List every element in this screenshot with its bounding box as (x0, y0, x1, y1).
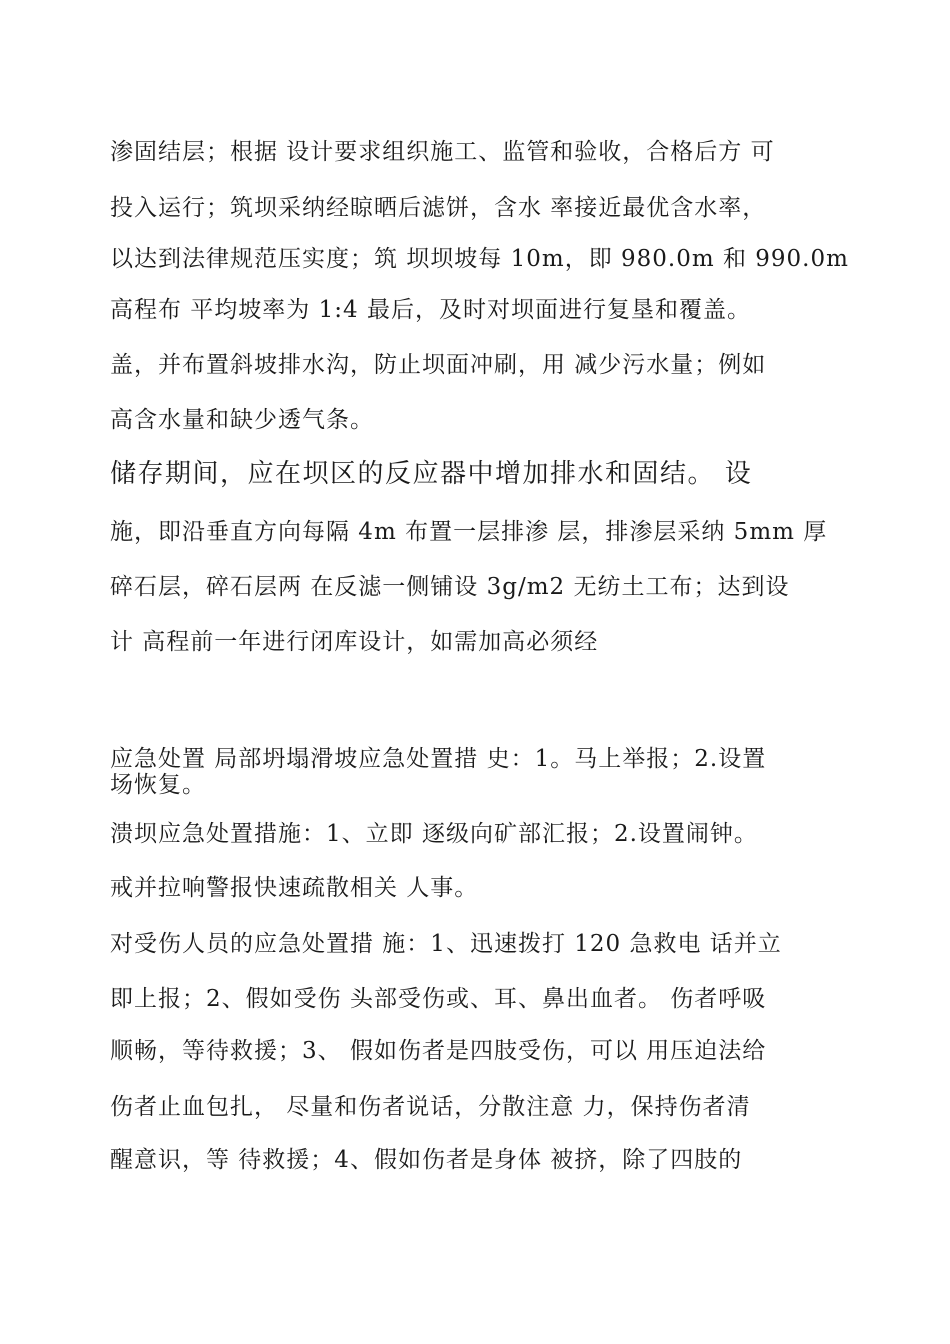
paragraph-2-line-3: 碎石层，碎石层两 在反滤一侧铺设 3g/m2 无纺土工布；达到设 (110, 574, 790, 600)
paragraph-2-line-2: 施，即沿垂直方向每隔 4m 布置一层排渗 层，排渗层采纳 5mm 厚 (110, 519, 828, 545)
paragraph-1-line-4: 高程布 平均坡率为 1:4 最后，及时对坝面进行复垦和覆盖。 (110, 297, 751, 323)
paragraph-3-line-7: 顺畅，等待救援；3、 假如伤者是四肢受伤，可以 用压迫法给 (110, 1038, 767, 1064)
paragraph-3-line-1: 应急处置 局部坍塌滑坡应急处置措 史：1。马上举报；2.设置 (110, 746, 767, 772)
paragraph-1-line-5: 盖，并布置斜坡排水沟，防止坝面冲刷，用 减少污水量；例如 (110, 352, 767, 378)
paragraph-1-line-3: 以达到法律规范压实度；筑 坝坝坡每 10m，即 980.0m 和 990.0m (110, 246, 849, 272)
paragraph-3-line-8: 伤者止血包扎， 尽量和伤者说话，分散注意 力，保持伤者清 (110, 1094, 751, 1120)
paragraph-3-line-6: 即上报；2、假如受伤 头部受伤或、耳、鼻出血者。 伤者呼吸 (110, 986, 767, 1012)
paragraph-1-line-2: 投入运行；筑坝采纳经晾晒后滤饼，含水 率接近最优含水率， (110, 195, 767, 221)
paragraph-1-line-1: 渗固结层；根据 设计要求组织施工、监管和验收，合格后方 可 (110, 139, 775, 165)
paragraph-2-line-4: 计 高程前一年进行闭库设计，如需加高必须经 (110, 629, 599, 655)
paragraph-3-line-5: 对受伤人员的应急处置措 施：1、迅速拨打 120 急救电 话并立 (110, 931, 782, 957)
paragraph-3-line-4: 戒并拉响警报快速疏散相关 人事。 (110, 875, 479, 901)
paragraph-3-line-3: 溃坝应急处置措施：1、立即 逐级向矿部汇报；2.设置闹钟。 (110, 821, 758, 847)
paragraph-2-line-1: 储存期间，应在坝区的反应器中增加排水和固结。 设 (110, 459, 753, 489)
paragraph-1-line-6: 高含水量和缺少透气条。 (110, 407, 374, 433)
paragraph-3-line-2: 场恢复。 (110, 772, 206, 798)
paragraph-3-line-9: 醒意识，等 待救援；4、假如伤者是身体 被挤，除了四肢的 (110, 1147, 743, 1173)
